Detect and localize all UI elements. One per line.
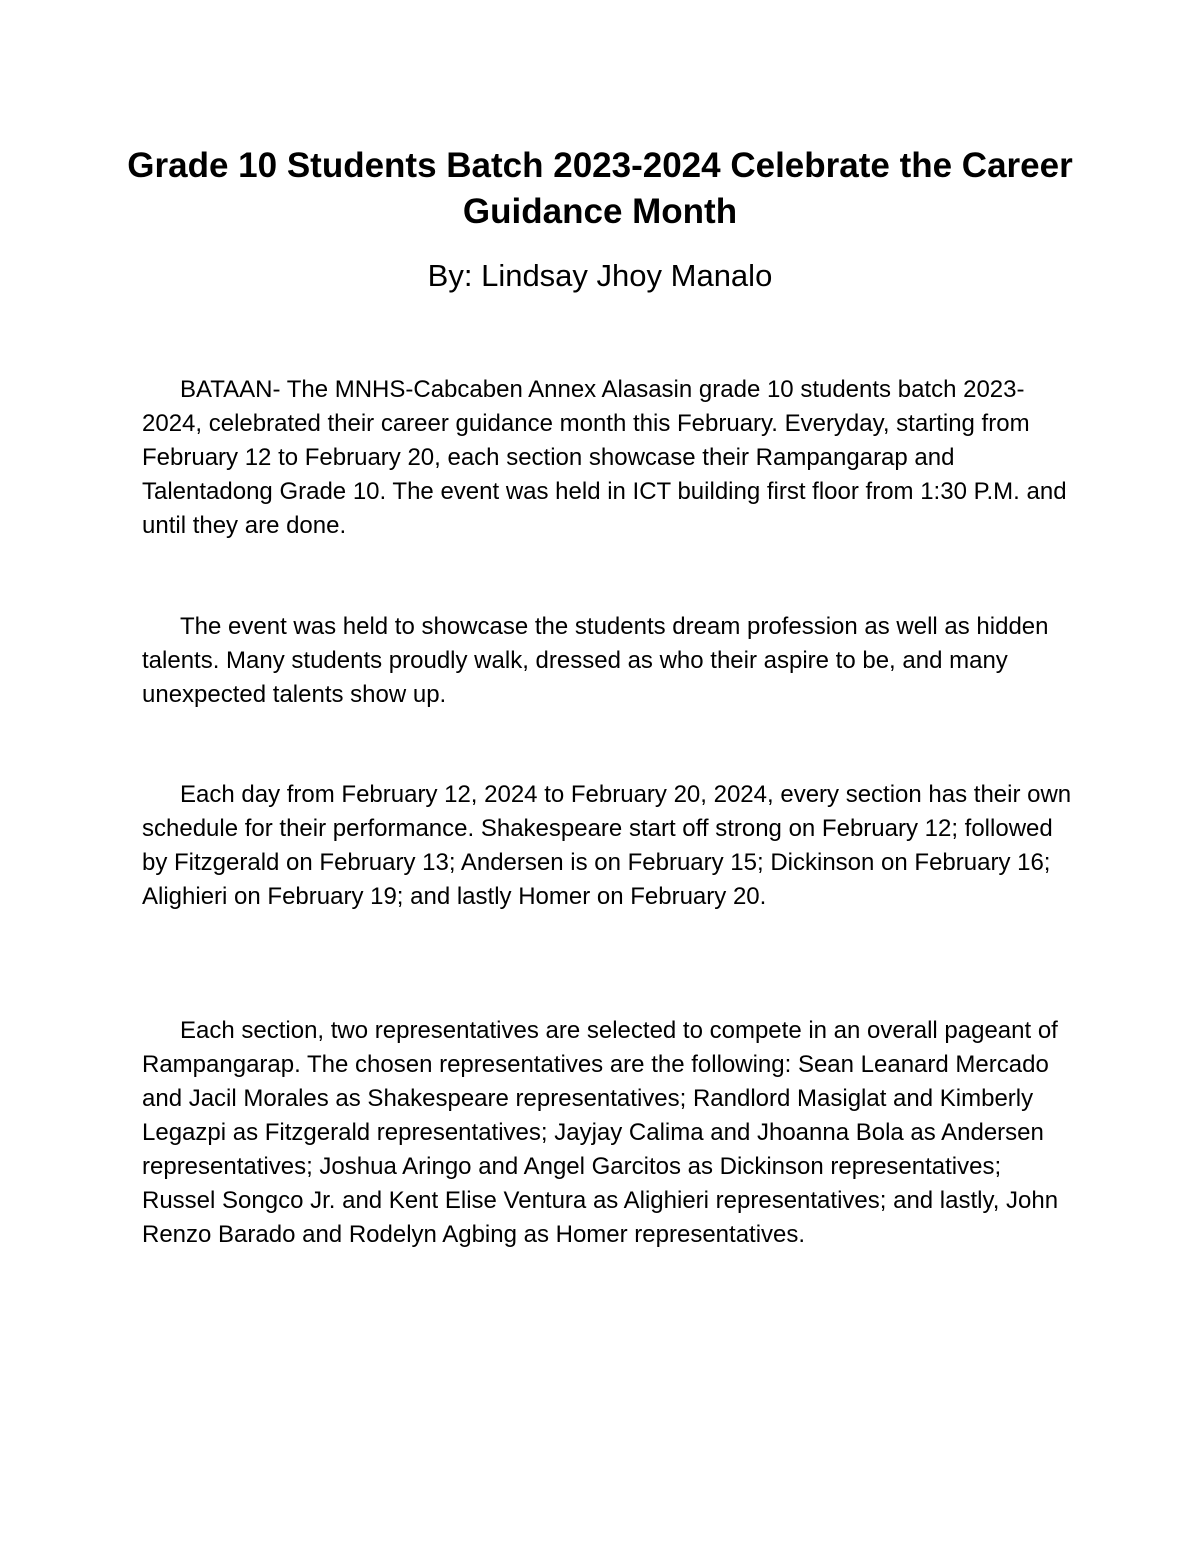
article-byline: By: Lindsay Jhoy Manalo <box>427 258 773 293</box>
article-title: Grade 10 Students Batch 2023-2024 Celebrate the Career Guidance Month <box>127 146 1073 231</box>
article-paragraph-4: Each section, two representatives are selected to compete in an overall pageant of Rampangarap. The chosen representatives are the following: Sean Leanard Mercado and Jacil Morales as Shakespeare representatives; Randlord Masiglat and Kimberly Legazpi as Fitzgerald representatives; Jayjay Calima and Jhoanna Bola as Andersen representatives; Joshua Aringo and Angel Garcitos as Dickinson representatives; Russel Songco Jr. and Kent Elise Ventura as Alighieri representatives; and lastly, John Renzo Barado and Rodelyn Agbing as Homer representatives. <box>142 1017 1059 1248</box>
article-paragraph-3: Each day from February 12, 2024 to February 20, 2024, every section has their own schedule for their performance. Shakespeare start off strong on February 12; followed by Fitzgerald on February 13; Andersen is on February 15; Dickinson on February 16; Alighieri on February 19; and lastly Homer on February 20. <box>142 781 1072 910</box>
article-paragraph-2: The event was held to showcase the students dream profession as well as hidden talents. Many students proudly walk, dressed as who their aspire to be, and many unexpected talents show up. <box>142 613 1049 708</box>
article-paragraph-1: BATAAN- The MNHS-Cabcaben Annex Alasasin grade 10 students batch 2023-2024, celebrated their career guidance month this February. Everyday, starting from February 12 to February 20, each section showcase their Rampangarap and Talentadong Grade 10. The event was held in ICT building first floor from 1:30 P.M. and until they are done. <box>142 376 1067 539</box>
